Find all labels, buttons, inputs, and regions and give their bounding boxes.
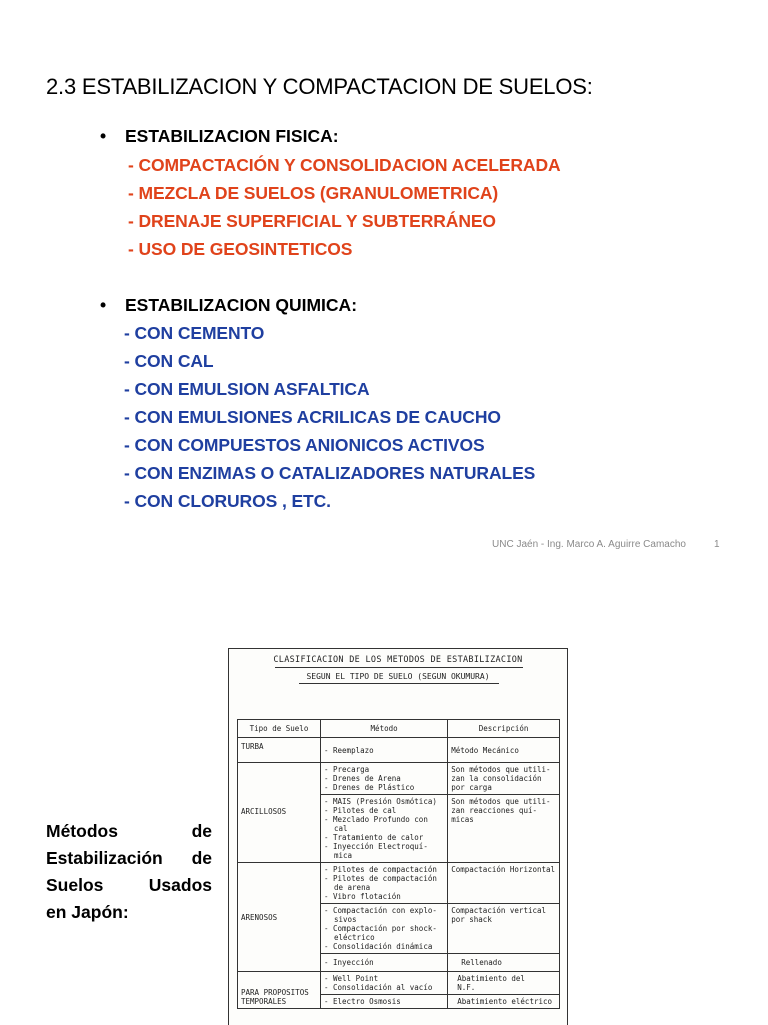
header-cell: Descripción: [448, 720, 560, 738]
header-cell: Método: [320, 720, 447, 738]
metodo-line: - Consolidación dinámica: [323, 942, 433, 951]
metodo-cell: [320, 904, 447, 954]
chemical-item: - CON EMULSIONES ACRILICAS DE CAUCHO: [124, 407, 501, 427]
desc-cell: [448, 863, 560, 904]
metodo-line: - Consolidación al vacío: [323, 983, 433, 992]
tipo-line: PARA PROPOSITOS: [241, 988, 309, 997]
chemical-item: - CON ENZIMAS O CATALIZADORES NATURALES: [124, 463, 536, 483]
desc-line: Son métodos que utili-: [451, 765, 551, 774]
desc-cell: [448, 763, 560, 795]
desc-cell: [448, 954, 560, 972]
physical-heading-label: ESTABILIZACION FISICA:: [125, 126, 339, 146]
metodo-cell: [320, 863, 447, 904]
chemical-item: - CON COMPUESTOS ANIONICOS ACTIVOS: [124, 435, 485, 455]
metodo-line: eléctrico: [333, 933, 375, 942]
desc-line: zan la consolidación: [451, 774, 542, 783]
desc-line: Rellenado: [461, 958, 502, 967]
metodo-line: - Pilotes de cal: [323, 806, 397, 815]
desc-line: Abatimiento del: [457, 974, 525, 983]
caption-word: en Japón:: [46, 902, 129, 922]
desc-line: Compactación vertical: [451, 906, 547, 915]
bullet-dot: •: [100, 126, 107, 146]
desc-line: por shack: [451, 915, 492, 924]
table-row: [238, 763, 560, 795]
slide-title: 2.3 ESTABILIZACION Y COMPACTACION DE SUELOS:: [46, 74, 593, 99]
desc-line: zan reacciones quí-: [451, 806, 537, 815]
metodo-line: - Drenes de Plástico: [323, 783, 415, 792]
desc-cell: Método Mecánico: [448, 738, 560, 763]
metodo-line: mica: [333, 851, 353, 860]
metodo-cell: [320, 763, 447, 795]
caption-word: Usados: [148, 875, 212, 895]
desc-line: Abatimiento eléctrico: [457, 997, 553, 1006]
physical-item: - DRENAJE SUPERFICIAL Y SUBTERRÁNEO: [128, 211, 496, 231]
metodo-line: - MAIS (Presión Osmótica): [323, 797, 437, 806]
title-underline: [275, 667, 523, 668]
table-row: [238, 863, 560, 904]
caption-word: Estabilización: [46, 848, 163, 868]
metodo-line: de arena: [333, 883, 371, 892]
metodo-line: - Precarga: [323, 765, 370, 774]
desc-line: Compactación Horizontal: [451, 865, 556, 874]
footer-author: UNC Jaén - Ing. Marco A. Aguirre Camacho: [492, 539, 686, 550]
metodo-line: - Pilotes de compactación: [323, 874, 437, 883]
chemical-heading: [100, 295, 357, 316]
slide-footer: [492, 539, 720, 550]
desc-cell: [448, 904, 560, 954]
bullet-dot: •: [100, 295, 107, 315]
metodo-line: sivos: [333, 915, 357, 924]
header-cell: Tipo de Suelo: [238, 720, 321, 738]
metodo-line: - Mezclado Profundo con: [323, 815, 428, 824]
metodo-line: - Compactación por shock-: [323, 924, 437, 933]
metodo-line: - Electro Osmosis: [323, 997, 401, 1006]
classification-table: [237, 719, 560, 1009]
table-row: [238, 972, 560, 995]
desc-cell: [448, 972, 560, 995]
desc-cell: [448, 995, 560, 1009]
figure-caption: [46, 818, 212, 926]
chemical-item: - CON CEMENTO: [124, 323, 265, 343]
desc-line: N.F.: [457, 983, 476, 992]
chemical-item: - CON EMULSION ASFALTICA: [124, 379, 370, 399]
physical-item: - USO DE GEOSINTETICOS: [128, 239, 353, 259]
metodo-line: - Pilotes de compactación: [323, 865, 437, 874]
metodo-cell: [320, 954, 447, 972]
metodo-line: - Compactación con explo-: [323, 906, 437, 915]
desc-line: micas: [451, 815, 474, 824]
desc-line: por carga: [451, 783, 492, 792]
metodo-cell: - Reemplazo: [320, 738, 447, 763]
subtitle-underline: [299, 683, 499, 684]
metodo-line: - Drenes de Arena: [323, 774, 401, 783]
metodo-line: cal: [333, 824, 348, 833]
caption-word: Métodos: [46, 821, 118, 841]
scanned-table-image: [228, 648, 568, 1025]
caption-word: de: [191, 821, 212, 841]
physical-item: - COMPACTACIÓN Y CONSOLIDACION ACELERADA: [128, 155, 561, 175]
metodo-line: - Tratamiento de calor: [323, 833, 424, 842]
metodo-line: - Inyección Electroquí-: [323, 842, 428, 851]
chemical-item: - CON CLORUROS , ETC.: [124, 491, 331, 511]
chemical-heading-label: ESTABILIZACION QUIMICA:: [125, 295, 358, 315]
physical-item: - MEZCLA DE SUELOS (GRANULOMETRICA): [128, 183, 499, 203]
tipo-cell: ARENOSOS: [238, 863, 321, 972]
metodo-line: - Well Point: [323, 974, 379, 983]
scan-title: CLASIFICACION DE LOS METODOS DE ESTABILIZACION: [273, 655, 523, 665]
desc-cell: [448, 795, 560, 863]
scan-subtitle: SEGUN EL TIPO DE SUELO (SEGUN OKUMURA): [306, 672, 490, 681]
desc-line: Son métodos que utili-: [451, 797, 551, 806]
physical-heading: [100, 126, 339, 147]
tipo-line: TEMPORALES: [241, 997, 287, 1006]
metodo-line: - Inyección: [323, 958, 374, 967]
page-number: 1: [713, 539, 720, 550]
metodo-line: - Vibro flotación: [323, 892, 401, 901]
metodo-cell: [320, 972, 447, 995]
caption-word: Suelos: [46, 875, 104, 895]
tipo-cell: [238, 972, 321, 1009]
table-row: [238, 738, 560, 763]
chemical-item: - CON CAL: [124, 351, 214, 371]
caption-word: de: [191, 848, 212, 868]
metodo-cell: [320, 995, 447, 1009]
table-header-row: [238, 720, 560, 738]
tipo-cell: TURBA: [238, 738, 321, 763]
tipo-cell: ARCILLOSOS: [238, 763, 321, 863]
metodo-cell: [320, 795, 447, 863]
